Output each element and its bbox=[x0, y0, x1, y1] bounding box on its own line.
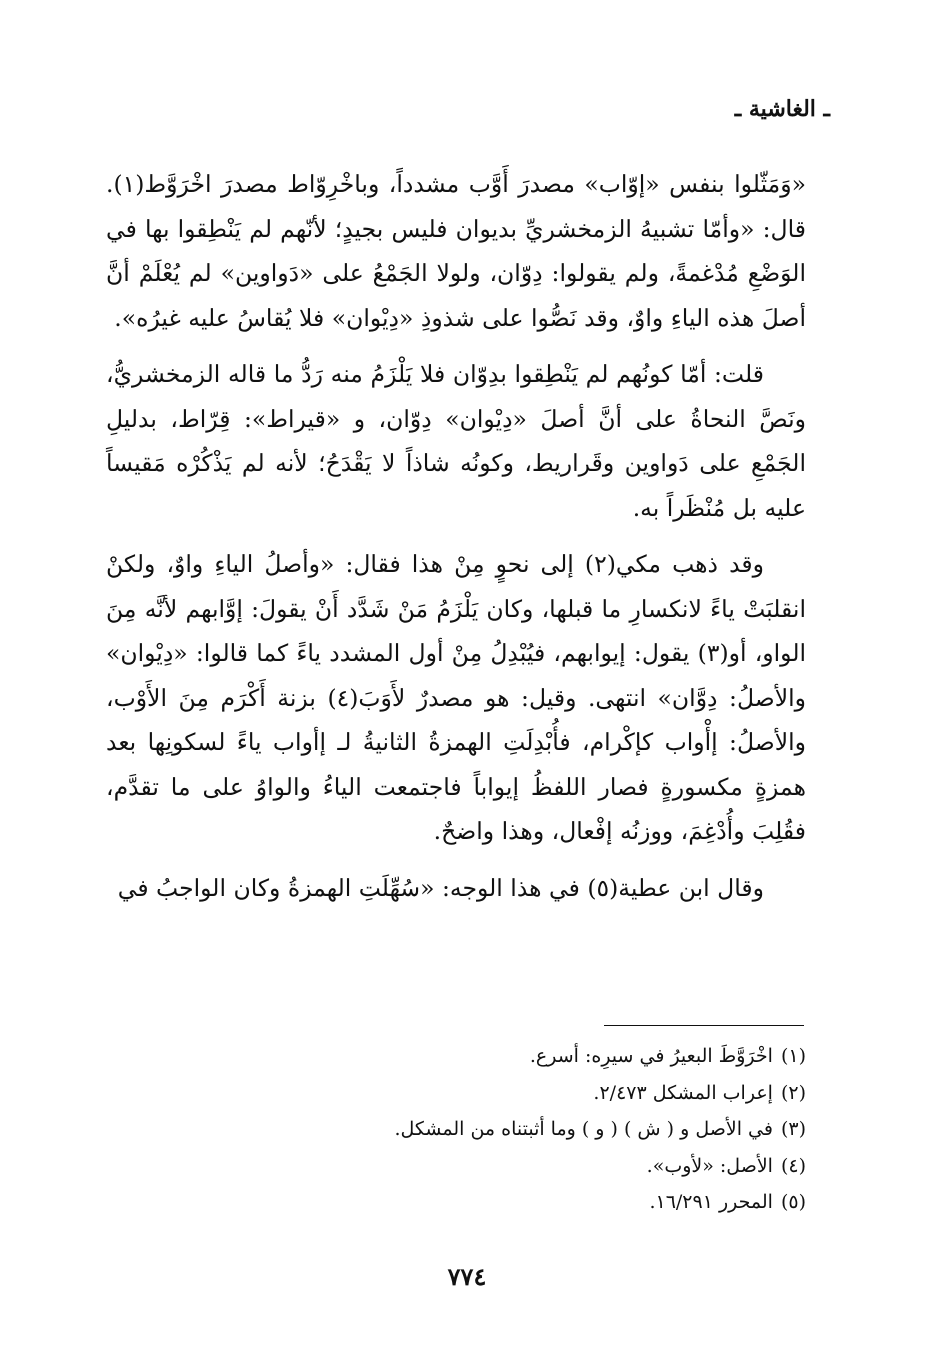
footnote-number: (٥) bbox=[780, 1191, 806, 1213]
footnote-number: (٤) bbox=[780, 1154, 806, 1177]
footnote-text: اخْرَوَّطَ البعيرُ في سيرِه: أسرع. bbox=[529, 1045, 773, 1067]
footnote-text: إعراب المشكل ٢/٤٧٣. bbox=[593, 1081, 773, 1104]
paragraph: «وَمَثّلوا بنفس «إوّاب» مصدرَ أَوَّب مشدداً، وباخْرِوّاط مصدرَ اخْرَوَّط(١). قال: «وأمّا تشبيهُ الزمخشريِّ بديوان فليس بجيدٍ؛ لأنّهم لم يَنْطِقوا بها في الوَضْعِ مُدْغمةً، ولم يقولوا: دِوّان، ولولا الجَمْعُ على «دَواوين» لم يُعْلَمْ أنَّ أصلَ هذه الياءِ واوٌ، وقد نَصُّوا على شذوذِ «دِيْوان» فلا يُقاسُ عليه غيرُه». bbox=[106, 170, 806, 332]
footnotes bbox=[146, 1038, 806, 1221]
footnote-item bbox=[146, 1111, 806, 1148]
running-header: ـ الغاشية ـ bbox=[734, 96, 830, 122]
footnote-item bbox=[146, 1038, 806, 1075]
footnote-text: المحرر ١٦/٢٩١. bbox=[649, 1191, 773, 1213]
footnote-item bbox=[146, 1184, 806, 1221]
paragraph: قلت: أمّا كونُهم لم يَنْطِقوا بدِوّان فلا يَلْزَمُ منه رَدُّ ما قاله الزمخشريُّ، ونَصَّ النحاةُ على أنَّ أصلَ «دِيْوان» دِوّان، و «قيراط»: قِرّاط، بدليلِ الجَمْعِ على دَواوين وقَراريط، وكونُه شاذاً لا يَقْدَحُ؛ لأنه لم يَذْكُرْه مَقيساً عليه بل مُنْظَراً به. bbox=[106, 360, 806, 522]
footnote-number: (٢) bbox=[780, 1081, 806, 1104]
footnote-item bbox=[146, 1148, 806, 1185]
footnote-item bbox=[146, 1075, 806, 1112]
footnote-text: الأصل: «لأوب». bbox=[646, 1154, 773, 1177]
footnote-number: (٣) bbox=[780, 1118, 806, 1140]
page-number: ٧٧٤ bbox=[447, 1262, 487, 1291]
main-text bbox=[106, 162, 806, 922]
footnote-number: (١) bbox=[780, 1045, 806, 1067]
footnote-divider bbox=[604, 1025, 804, 1026]
paragraph: وقال ابن عطية(٥) في هذا الوجه: «سُهِّلَتِ الهمزةُ وكان الواجبُ في bbox=[117, 873, 764, 902]
footnote-text: في الأصل و ( ش ) ( و ) وما أثبتناه من المشكل. bbox=[394, 1118, 773, 1140]
paragraph: وقد ذهب مكي(٢) إلى نحوٍ مِنْ هذا فقال: «وأصلُ الياءِ واوٌ، ولكنْ انقلبَتْ ياءً لانكسارِ ما قبلها، وكان يَلْزَمُ مَنْ شَدَّد أَنْ يقولَ: إوَّابهم لأنَّه مِنَ الواو، أو(٣) يقول: إيوابهم، فيُبْدِلُ مِنْ أول المشدد ياءً كما قالوا: «دِيْوان» والأصلُ: دِوَّان» انتهى. وقيل: هو مصدرٌ لأَوَبَ(٤) بزنة أَكْرَم مِنَ الأَوْب، والأصلُ: إأْواب كإكْرام، فأُبْدِلَتِ الهمزةُ الثانيةُ لـ إأواب ياءً لسكونِها بعد همزةٍ مكسورةٍ فصار اللفظُ إيواباً فاجتمعت الياءُ والواوُ على ما تقدَّم، فقُلِبَ وأُدْغِمَ، ووزنُه إفْعال، وهذا واضحٌ. bbox=[106, 550, 807, 845]
